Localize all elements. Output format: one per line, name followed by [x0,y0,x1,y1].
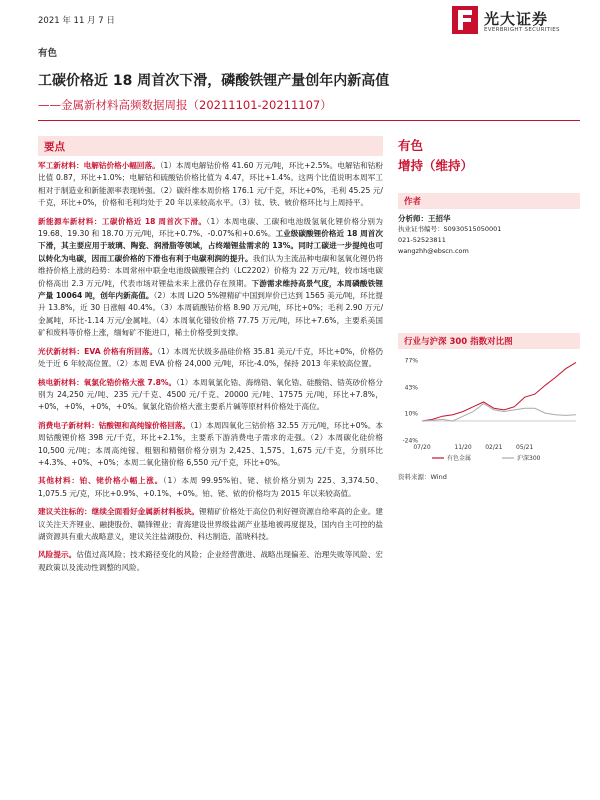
p2-run-2: 工业级碳酸锂价格近 18 周首次下滑，其主要应用于玻璃、陶瓷、润滑脂等领域，占终端锂盐需求的 13%。同时工碳进一步提纯也可以转化为电碳，因而工碳价格的下滑也有利于电碳利润的提升。 [38,229,383,263]
p2-run-4: 下游需求维持高景气度，本周磷酸铁锂产量 10064 吨，创年内新高值。 [38,278,383,301]
key-points-header [38,136,383,156]
company-logo [452,6,582,40]
p4-run-0: 核电新材料：氧氯化锆价格大涨 7.8%。 [38,377,177,387]
p1-run-0: 军工新材料：电解钴价格小幅回落。 [38,161,160,170]
industry-vs-csi300-chart [398,352,580,467]
p2-run-0: 新能源车新材料：工碳价格近 18 周首次下滑。 [38,216,207,226]
x-tick-label: 02/21 [485,444,503,451]
x-tick-label: 11/20 [454,444,472,451]
para-risk [38,549,383,574]
analyst-license: 执业证书编号：S0930515050001 [398,225,502,233]
y-tick-label: 43% [404,384,418,392]
y-tick-label: 10% [404,410,418,418]
analyst-label: 分析师： [398,214,428,223]
p2-run-1: （1）本周电碳、工碳和电池级氢氧化锂价格分别为 19.68、19.30 和 18.70 万元/吨，环比+0.7%、-0.07%和+0.6%。 [38,216,383,239]
x-tick-label: 05/21 [516,444,534,451]
analyst-phone: 021-52523811 [398,236,446,244]
para-recommendations [38,506,383,543]
report-title: 工碳价格近 18 周首次下滑，磷酸铁锂产量创年内新高值 [38,73,390,89]
p1-run-1: （1）本周电解钴价格 41.60 万元/吨，环比+2.5%。电解钴和钴粉比值 0.87，环比+1.0%；电解钴和硫酸钴价格比值为 4.47，环比+1.4%。这两个比值说明本周军工相对于制造业和新能源率表现转强。（2）碳纤维本周价格 176.1 元/千克，环比+0%，毛利 45.25 元/千克，环比+0%，价格和毛利均处于 20 年以来较高水平。（3）钛、铁、铍价格环比与上周持平。 [38,161,384,208]
side-sector: 有色 [398,138,424,153]
p7-run-0: 建议关注标的：继续全面看好金属新材料板块。 [38,507,200,517]
p6-run-0: 其他材料：铂、铑价格小幅上涨。 [38,476,163,486]
legend-label-0: 有色金属 [447,455,472,462]
title-divider [38,120,580,121]
key-points-header-label: 要点 [44,141,65,153]
p8-run-1: 估值过高风险；技术路径变化的风险；企业经营激进、战略出现偏差、治理失败等风险、宏观政策以及流动性调整的风险。 [38,550,383,572]
x-tick-label: 07/20 [413,444,431,451]
p5-run-0: 消费电子新材料：钴酸锂和高纯镓价格回落。 [38,420,190,430]
key-points-body [38,160,383,580]
para-military [38,160,383,210]
p4-run-1: （1）本周氧氯化锆、海绵锆、氧化锆、硅酸锆、锆英砂价格分别为 24,250 元/吨、235 元/千克、4500 元/千克、20000 元/吨、17575 元/吨，环比+7.8%，+0%，+0%，+0%，+0%。氧氯化锆价格大涨主要系片碱等原材料价格处于高位。 [38,377,383,412]
p6-run-1: （1）本周 99.95%铂、铑、铱价格分别为 225、3,374.50、1,075.5 元/克，环比+0.9%、+0.1%、+0%。铂、铑、铱的价格均为 2015 年以来较高值。 [38,476,383,498]
chart-source: 资料来源：Wind [398,473,447,481]
logo-mark-icon [452,6,478,34]
analyst-email[interactable]: wangzhh@ebscn.com [398,247,469,255]
analyst-line [398,213,501,224]
p8-run-0: 风险提示。 [38,550,77,560]
p5-run-1: （1）本周四氧化三钴价格 32.55 万元/吨，环比+0%。本周钴酸锂价格 398 元/千克，环比+2.1%，主要系下游消费电子需求的走强。（2）本周碳化硅价格 10,500 元/吨；本周高纯镓、粗铟和精铟价格分别为 2,425、1,575、1,675 元/千克，分别环比+4.3%、+0%、+0%；本周二氧化锗价格 6,550 元/千克，环比+0%。 [38,420,383,467]
p7-run-1: 锂精矿价格处于高位仍利好锂资源自给率高的企业。建议关注天齐锂业、融捷股份、赣锋锂业；青海建设世界级盐湖产业基地被再度提及，国内自主可控的盐湖资源具有重大战略意义，建议关注盐湖股份、科达制造、蓝晓科技。 [38,507,384,541]
logo-chinese: 光大证券 [484,10,549,28]
p2-run-3: 我们认为主流品种电碳和氢氧化锂仍将维持价格上涨的趋势：本周常州中联金电池级碳酸锂合约（LC2202）价格为 22 万元/吨，较市场电碳价格高出 2.3 万元/吨，代表市场对锂盐未来上涨仍存在预期。 [38,253,384,288]
legend-label-1: 沪深300 [517,455,541,462]
para-other-materials [38,475,383,500]
para-consumer-electronics [38,420,383,470]
logo-english: EVERBRIGHT SECURITIES [484,27,560,33]
series-line-0 [422,362,576,421]
series-line-1 [422,404,576,421]
author-header [398,193,580,209]
y-tick-label: -24% [402,437,418,445]
para-nuclear [38,377,383,414]
sector-label: 有色 [38,48,58,59]
report-subtitle: ——金属新材料高频数据周报（20211101-20211107） [38,98,332,112]
y-tick-label: 77% [404,357,418,365]
chart-header [398,333,580,349]
p3-run-0: 光伏新材料：EVA 价格有所回落。 [38,346,158,356]
p2-run-5: （2）本周 Li2O 5%锂精矿中国到岸价已达到 1565 美元/吨，环比提升 13.8%，近 30 日涨幅 40.4%。（3）本周硫酸钴价格 8.90 万元/吨，环比+0%；毛利 2.90 万元/金属吨，环比-1.14 万元/金属吨。（4）本周氧化镨钕价格 77.75 万元/吨，环比+7.6%，主要系美国矿和废料等价格上涨，缅甸矿不能进口，稀土价格受到支撑。 [38,291,383,338]
para-new-energy [38,216,383,340]
p3-run-1: （1）本周光伏级多晶硅价格 35.81 美元/千克，环比+0%，价格仍处于近 6 年较高位置。（2）本周 EVA 价格 24,000 元/吨，环比-4.0%，保持 2013 年来较高位置。 [38,346,383,369]
analyst-info [398,213,501,257]
side-rating: 增持（维持） [398,158,474,173]
report-date: 2021 年 11 月 7 日 [38,16,115,26]
author-header-label: 作者 [404,197,422,207]
analyst-name: 王招华 [428,214,451,223]
chart-header-label: 行业与沪深 300 指数对比图 [404,337,513,347]
para-photovoltaic [38,346,383,371]
